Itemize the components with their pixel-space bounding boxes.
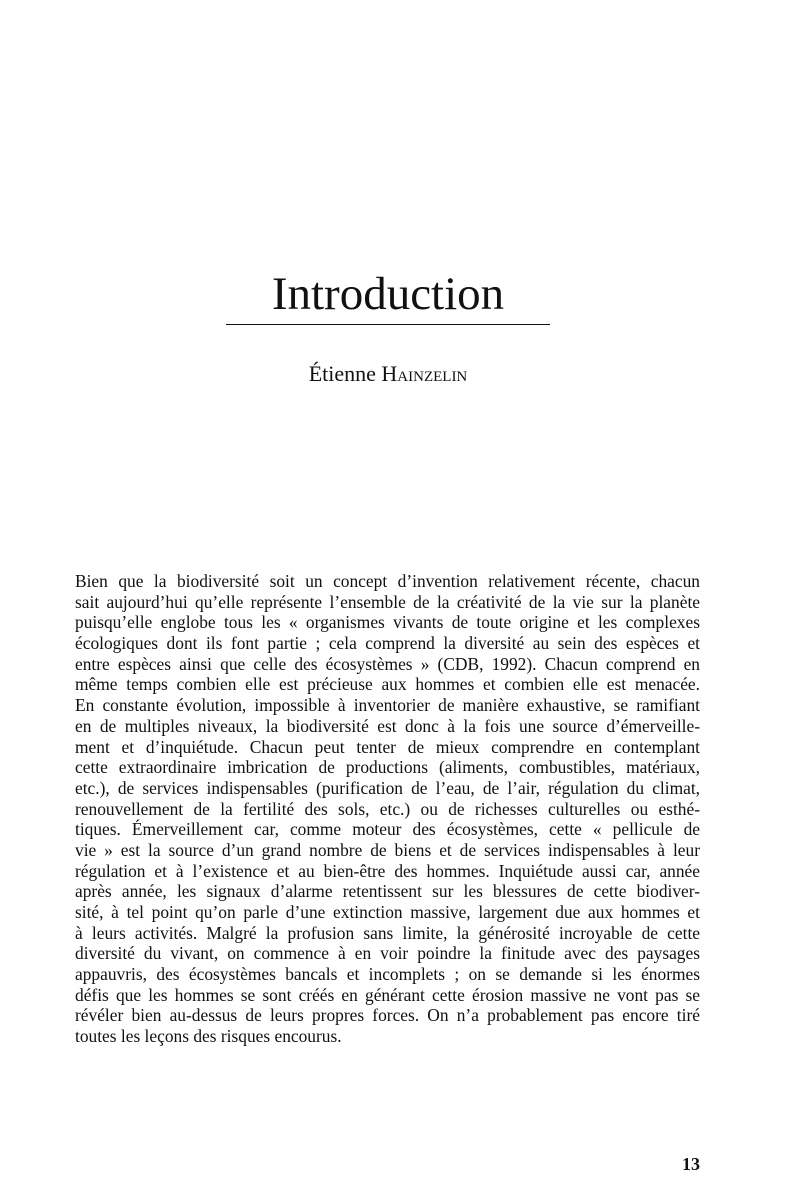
paragraph-line: ment et d’inquiétude. Chacun peut tenter de mieux comprendre en contemplant (75, 736, 700, 757)
paragraph-line: après année, les signaux d’alarme retentissent sur les blessures de cette biodiver- (75, 881, 700, 902)
paragraph-line: toutes les leçons des risques encourus. (75, 1026, 342, 1047)
paragraph-line: à leurs activités. Malgré la profusion sans limite, la générosité incroyable de cette (75, 922, 700, 943)
paragraph-line: Bien que la biodiversité soit un concept d’invention relativement récente, chacun (75, 571, 700, 591)
page-number: 13 (682, 1154, 700, 1174)
paragraph-line: régulation et à l’existence et au bien-être des hommes. Inquiétude aussi car, année (75, 860, 700, 881)
author-surname: Hainzelin (381, 361, 468, 386)
paragraph-line: entre espèces ainsi que celle des écosystèmes » (CDB, 1992). Chacun comprend en (75, 653, 700, 674)
body-paragraph (75, 571, 700, 1047)
paragraph-line: tiques. Émerveillement car, comme moteur des écosystèmes, cette « pellicule de (75, 819, 700, 840)
paragraph-line: même temps combien elle est précieuse aux hommes et combien elle est menacée. (75, 674, 700, 695)
chapter-author (0, 359, 776, 389)
paragraph-line: écologiques dont ils font partie ; cela comprend la diversité au sein des espèces et (75, 633, 700, 654)
paragraph-line: sité, à tel point qu’on parle d’une extinction massive, largement due aux hommes et (75, 902, 700, 922)
paragraph-line: diversité du vivant, on commence à en voir poindre la finitude avec des paysages (75, 943, 700, 964)
paragraph-line: vie » est la source d’un grand nombre de biens et de services indispensables à leur (75, 839, 700, 860)
author-given-name: Étienne (308, 361, 376, 386)
paragraph-line: En constante évolution, impossible à inventorier de manière exhaustive, se ramifiant (75, 695, 700, 716)
paragraph-line: défis que les hommes se sont créés en générant cette érosion massive ne vont pas se (75, 984, 700, 1005)
paragraph-line: etc.), de services indispensables (purification de l’eau, de l’air, régulation du climat, (75, 777, 700, 798)
paragraph-line: puisqu’elle englobe tous les « organismes vivants de toute origine et les complexes (75, 612, 700, 633)
title-rule (226, 324, 550, 325)
paragraph-line: révéler bien au-dessus de leurs propres forces. On n’a probablement pas encore tiré (75, 1005, 700, 1026)
paragraph-line: renouvellement de la fertilité des sols, etc.) ou de richesses culturelles ou esthé- (75, 798, 700, 819)
paragraph-line: en de multiples niveaux, la biodiversité est donc à la fois une source d’émerveille- (75, 715, 700, 736)
paragraph-line: cette extraordinaire imbrication de productions (aliments, combustibles, matériaux, (75, 757, 700, 778)
chapter-title: Introduction (271, 268, 505, 320)
paragraph-line: appauvris, des écosystèmes bancals et incomplets ; on se demande si les énormes (75, 964, 700, 985)
paragraph-line: sait aujourd’hui qu’elle représente l’ensemble de la créativité de la vie sur la planète (75, 591, 700, 612)
